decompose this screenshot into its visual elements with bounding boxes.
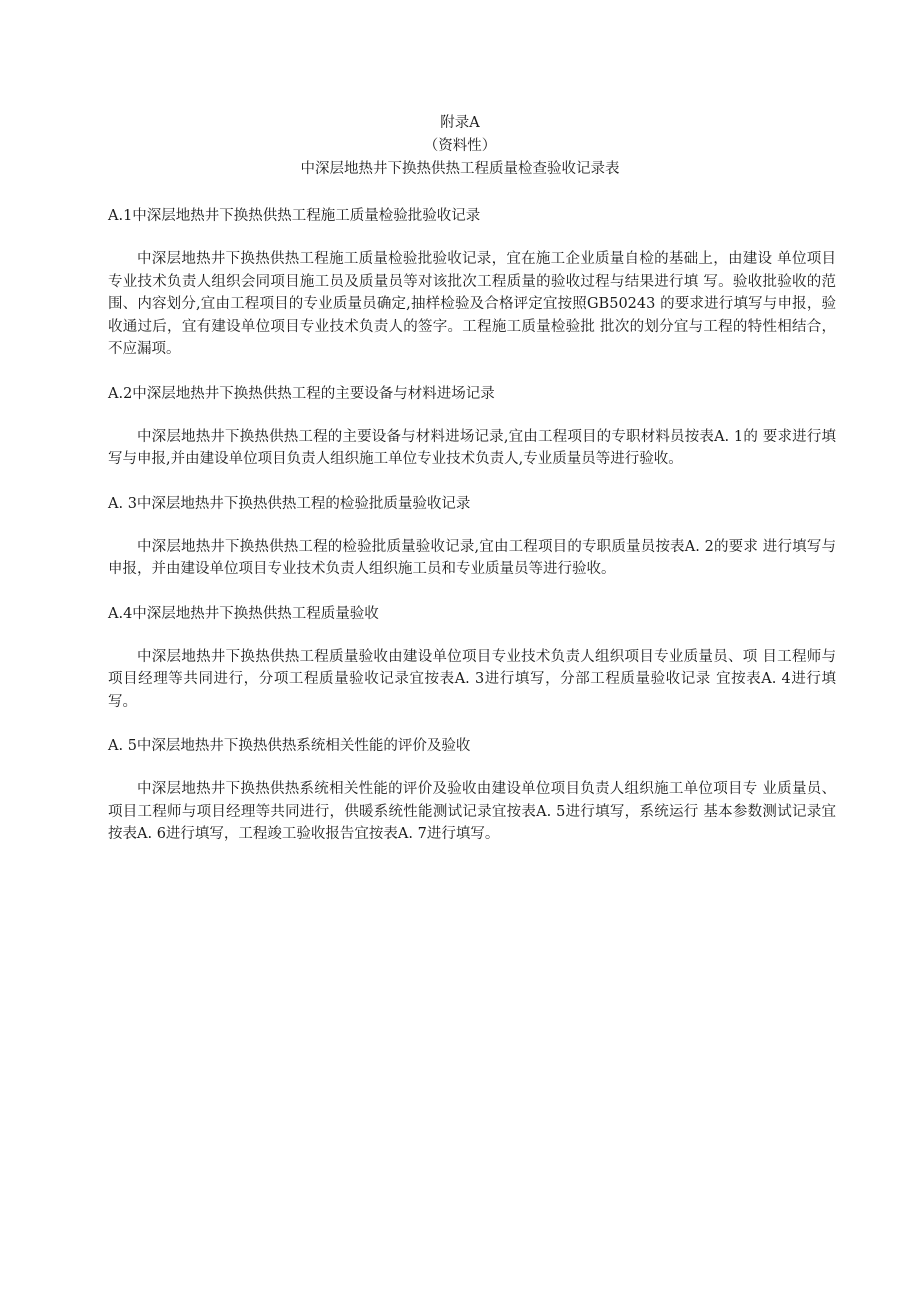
section-heading: A.2中深层地热井下换热供热工程的主要设备与材料进场记录 [108,385,495,402]
section-a5 [108,736,836,846]
appendix-header [0,112,920,181]
section-heading: A. 5中深层地热井下换热供热系统相关性能的评价及验收 [108,738,471,754]
appendix-title: 中深层地热井下换热供热工程质量检查验收记录表 [300,161,620,177]
appendix-label: 附录A [440,115,480,131]
section-heading: A. 3中深层地热井下换热供热工程的检验批质量验收记录 [108,495,471,512]
appendix-nature: （资料性） [423,138,497,154]
section-paragraph: 中深层地热井下换热供热工程施工质量检验批验收记录，宜在施工企业质量自检的基础上，由建设 单位项目专业技术负责人组织会同项目施工员及质量员等对该批次工程质量的验收过程与结果进行填 写。验收批验收的范围、内容划分,宜由工程项目的专业质量员确定,抽样检验及合格评定宜按照GB50243 的要求进行填写与申报，验收通过后，宜有建设单位项目专业技术负责人的签字。工程施工质量检验批 批次的划分宜与工程的特性相结合，不应漏项。 [108,251,836,357]
section-paragraph: 中深层地热井下换热供热工程的主要设备与材料进场记录,宜由工程项目的专职材料员按表A. 1的 要求进行填写与申报,并由建设单位项目负责人组织施工单位专业技术负责人,专业质量员等进行验收。 [108,428,836,467]
section-heading: A.1中深层地热井下换热供热工程施工质量检验批验收记录 [108,208,481,224]
section-paragraph: 中深层地热井下换热供热工程质量验收由建设单位项目专业技术负责人组织项目专业质量员、项 目工程师与项目经理等共同进行，分项工程质量验收记录宜按表A. 3进行填写，分部工程质量验收记录 宜按表A. 4进行填写。 [108,648,836,710]
section-a1 [108,206,836,361]
section-a2 [108,384,836,471]
section-a3 [108,494,836,581]
section-paragraph: 中深层地热井下换热供热系统相关性能的评价及验收由建设单位项目负责人组织施工单位项目专 业质量员、项目工程师与项目经理等共同进行，供暖系统性能测试记录宜按表A. 5进行填写，系统运行 基本参数测试记录宜按表A. 6进行填写，工程竣工验收报告宜按表A. 7进行填写。 [108,781,836,842]
section-paragraph: 中深层地热井下换热供热工程的检验批质量验收记录,宜由工程项目的专职质量员按表A. 2的要求 进行填写与申报，并由建设单位项目专业技术负责人组织施工员和专业质量员等进行验收。 [108,538,836,577]
section-a4 [108,604,836,714]
section-heading: A.4中深层地热井下换热供热工程质量验收 [108,605,379,622]
document-body [108,206,836,869]
